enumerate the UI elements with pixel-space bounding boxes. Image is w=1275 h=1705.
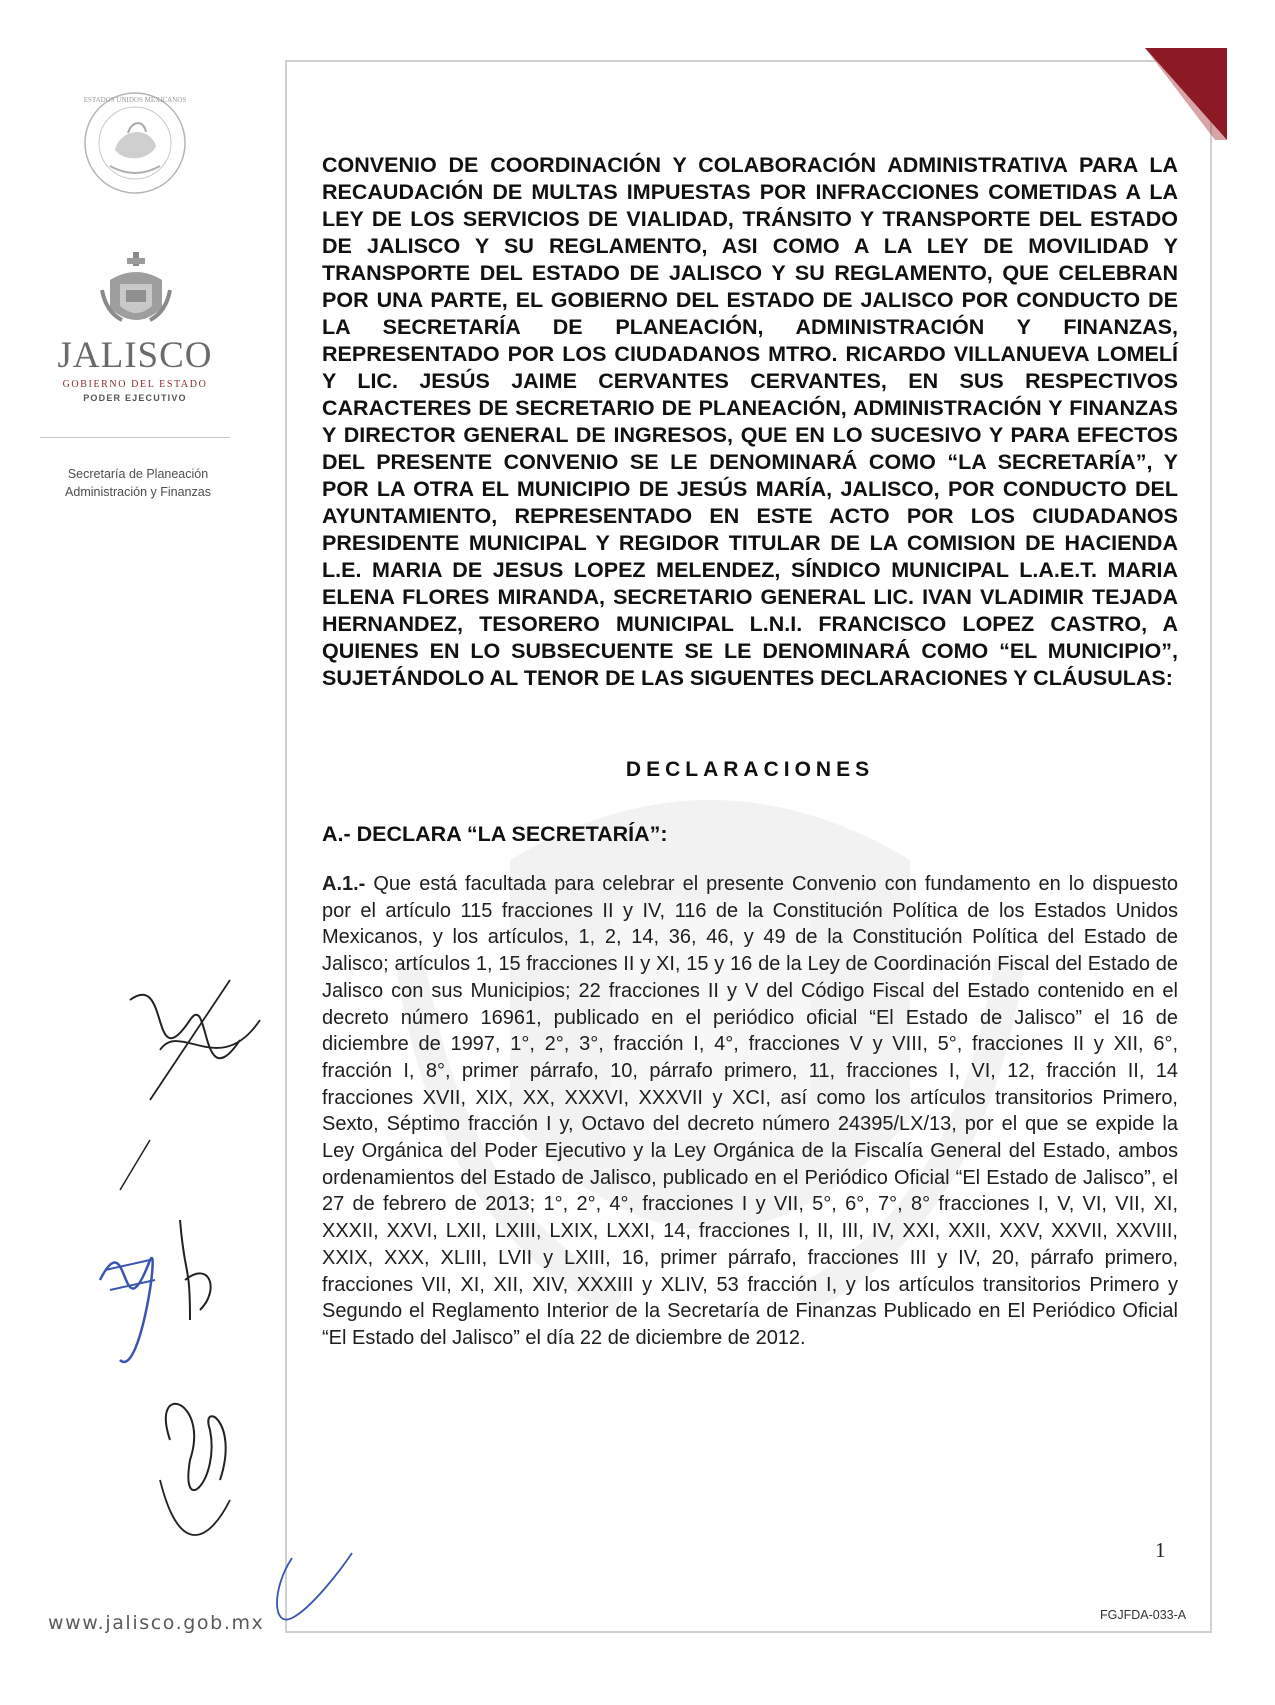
margin-signatures: [90, 960, 290, 1600]
mexico-seal-icon: [80, 88, 190, 198]
sidebar: [0, 0, 270, 1705]
document-title: CONVENIO DE COORDINACIÓN Y COLABORACIÓN ADMINISTRATIVA PARA LA RECAUDACIÓN DE MULTAS IMPUESTAS POR INFRACCIONES COMETIDAS A LA LEY DE LOS SERVICIOS DE VIALIDAD, TRÁNSITO Y TRANSPORTE DEL ESTADO DE JALISCO Y SU REGLAMENTO, ASI COMO A LA LEY DE MOVILIDAD Y TRANSPORTE DEL ESTADO DE JALISCO Y SU REGLAMENTO, QUE CELEBRAN POR UNA PARTE, EL GOBIERNO DEL ESTADO DE JALISCO POR CONDUCTO DE LA SECRETARÍA DE PLANEACIÓN, ADMINISTRACIÓN Y FINANZAS, REPRESENTADO POR LOS CIUDADANOS MTRO. RICARDO VILLANUEVA LOMELÍ Y LIC. JESÚS JAIME CERVANTES CERVANTES, EN SUS RESPECTIVOS CARACTERES DE SECRETARIO DE PLANEACIÓN, ADMINISTRACIÓN Y FINANZAS Y DIRECTOR GENERAL DE INGRESOS, QUE EN LO SUCESIVO Y PARA EFECTOS DEL PRESENTE CONVENIO SE LE DENOMINARÁ COMO “LA SECRETARÍA”, Y POR LA OTRA EL MUNICIPIO DE JESÚS MARÍA, JALISCO, POR CONDUCTO DEL AYUNTAMIENTO, REPRESENTADO EN ESTE ACTO POR LOS CIUDADANOS PRESIDENTE MUNICIPAL Y REGIDOR TITULAR DE LA COMISION DE HACIENDA L.E. MARIA DE JESUS LOPEZ MELENDEZ, SÍNDICO MUNICIPAL L.A.E.T. MARIA ELENA FLORES MIRANDA, SECRETARIO GENERAL LIC. IVAN VLADIMIR TEJADA HERNANDEZ, TESORERO MUNICIPAL L.N.I. FRANCISCO LOPEZ CASTRO, A QUIENES EN LO SUBSECUENTE SE LE DENOMINARÁ COMO “EL MUNICIPIO”, SUJETÁNDOLO AL TENOR DE LAS SIGUENTES DECLARACIONES Y CLÁUSULAS:: [322, 153, 1178, 690]
section-a-heading: A.- DECLARA “LA SECRETARÍA”:: [322, 822, 668, 846]
gobierno-del-estado-label: GOBIERNO DEL ESTADO: [62, 379, 208, 390]
footer-code: FGJFDA-033-A: [1100, 1608, 1187, 1622]
secretaria-line-2: Administración y Finanzas: [65, 485, 211, 499]
jalisco-crest-icon: [100, 250, 172, 332]
sidebar-divider: [40, 437, 230, 438]
secretaria-label: [38, 465, 238, 501]
seal-label: ESTADOS UNIDOS MEXICANOS: [83, 96, 187, 104]
paragraph-a1-text: Que está facultada para celebrar el presente Convenio con fundamento en lo dispuesto por el artículo 115 fracciones II y IV, 116 de la Constitución Política de los Estados Unidos Mexicanos, y los artículos, 1, 2, 14, 36, 46, y 49 de la Constitución Política del Estado de Jalisco; artículos 1, 15 fracciones II y XI, 15 y 16 de la Ley de Coordinación Fiscal del Estado de Jalisco con sus Municipios; 22 fracciones II y V del Código Fiscal del Estado contenido en el decreto número 16961, publicado en el periódico oficial “El Estado de Jalisco” el 16 de diciembre de 1997, 1°, 2°, 3°, fracción I, 4°, fracciones V y VIII, 5°, fracciones II y XII, 6°, fracción I, 8°, primer párrafo, 10, párrafo primero, 11, fracciones I, VI, 12, fracción II, 14 fracciones XVII, XIX, XX, XXXVI, XXXVII y XCI, así como los artículos transitorios Primero, Sexto, Séptimo fracción I y, Octavo del decreto número 24395/LX/13, por el que se expide la Ley Orgánica del Poder Ejecutivo y la Ley Orgánica de la Fiscalía General del Estado, ambos ordenamientos del Estado de Jalisco, publicado en el Periódico Oficial “El Estado de Jalisco”, el 27 de febrero de 2013; 1°, 2°, 4°, fracciones I y VII, 5°, 6°, 7°, 8° fracciones I, V, VI, VII, XI, XXXII, XXVI, LXII, LXIII, LXIX, LXXI, 14, fracciones I, II, III, IV, XXI, XXII, XXV, XXVII, XXVIII, XXIX, XXX, XLIII, LVII y LXIII, 16, primer párrafo, fracciones III y IV, 20, párrafo primero, fracciones VII, XI, XII, XIV, XXXIII y XLIV, 53 fracción I, y los artículos transitorios Primero y Segundo el Reglamento Interior de la Secretaría de Finanzas Publicado en El Periódico Oficial “El Estado del Jalisco” el día 22 de diciembre de 2012.: [322, 873, 1178, 1349]
poder-ejecutivo-label: PODER EJECUTIVO: [83, 393, 187, 403]
jalisco-brand: JALISCO: [57, 335, 213, 376]
secretaria-line-1: Secretaría de Planeación: [67, 467, 209, 481]
bottom-signature: [262, 1548, 382, 1638]
page-number: 1: [1155, 1538, 1166, 1562]
paragraph-a1-label: A.1.-: [322, 873, 366, 895]
corner-fold-icon: [1145, 48, 1227, 140]
document-body: [322, 152, 1178, 1352]
declaraciones-heading: DECLARACIONES: [625, 758, 875, 781]
paragraph-a1: [322, 871, 1178, 1352]
website-link[interactable]: www.jalisco.gob.mx: [48, 1612, 265, 1634]
